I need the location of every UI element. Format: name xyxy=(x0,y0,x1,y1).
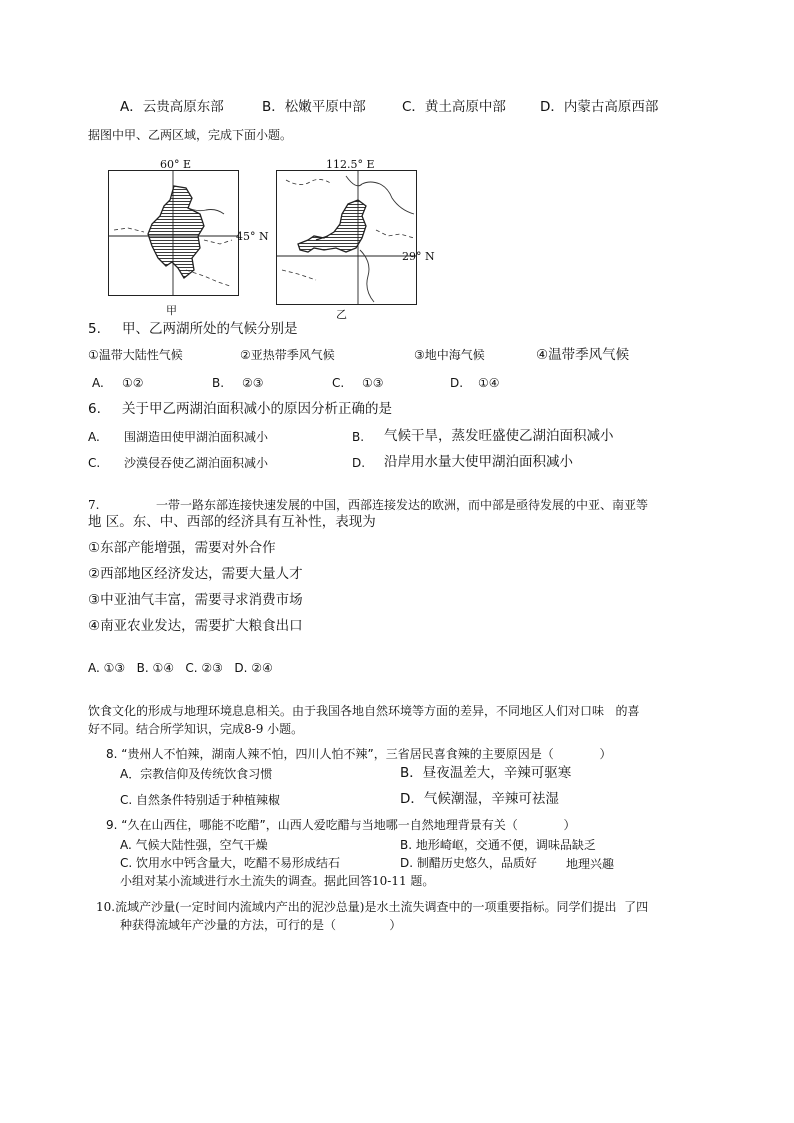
q9-stem: 9. “久在山西住，哪能不吃醋”，山西人爱吃醋与当地哪一自然地理背景有关（ ） xyxy=(106,818,576,832)
q6-option-d-letter: D. xyxy=(352,456,366,470)
q6-option-b-letter: B. xyxy=(352,430,365,444)
q10-intro: 小组对某小流域进行水土流失的调查。据此回答10-11 题。 xyxy=(120,874,435,888)
q7-number: 7. xyxy=(88,498,100,512)
lake-a-shape xyxy=(148,186,204,278)
map-intro: 据图中甲、乙两区域，完成下面小题。 xyxy=(88,128,293,142)
map-a-caption: 甲 xyxy=(166,304,177,317)
map-b-latitude: 29° N xyxy=(402,250,435,263)
lake-b-shape xyxy=(298,200,366,252)
map-a-longitude: 60° E xyxy=(160,158,192,171)
q7-item-1: ①东部产能增强，需要对外合作 xyxy=(88,540,276,556)
map-b xyxy=(276,170,426,310)
food-intro-line-2: 好不同。结合所学知识，完成8-9 小题。 xyxy=(88,722,304,736)
q4-option-c: C．黄土高原中部 xyxy=(402,99,506,115)
q5-option-d-letter: D. xyxy=(450,376,464,390)
q7-line-2: 地 区。东、中、西部的经济具有互补性，表现为 xyxy=(88,514,376,530)
q7-item-4: ④南亚农业发达，需要扩大粮食出口 xyxy=(88,618,303,634)
q9-option-d: D. 制醋历史悠久，品质好 xyxy=(400,856,537,870)
q4-option-a: A．云贵高原东部 xyxy=(120,99,224,115)
q5-option-a-text: ①② xyxy=(122,376,144,390)
map-b-caption: 乙 xyxy=(336,308,347,321)
q6-option-a-text: 围湖造田使甲湖泊面积减小 xyxy=(124,430,269,444)
q8-option-a: A．宗教信仰及传统饮食习惯 xyxy=(120,767,273,781)
q6-option-b-text: 气候干旱，蒸发旺盛使乙湖泊面积减小 xyxy=(384,428,614,444)
q8-option-d: D．气候潮湿，辛辣可祛湿 xyxy=(400,791,559,807)
q9-tail: 地理兴趣 xyxy=(566,857,615,871)
q5-option-b-text: ②③ xyxy=(242,376,264,390)
q6-option-a-letter: A. xyxy=(88,430,100,444)
q7-item-2: ②西部地区经济发达，需要大量人才 xyxy=(88,566,303,582)
q4-option-b: B．松嫩平原中部 xyxy=(262,99,366,115)
map-a xyxy=(108,170,248,300)
q7-options: A. ①③ B. ①④ C. ②③ D. ②④ xyxy=(88,661,273,675)
q5-item-2: ②亚热带季风气候 xyxy=(240,348,335,362)
food-intro-line-1: 饮食文化的形成与地理环境息息相关。由于我国各地自然环境等方面的差异，不同地区人们对口味 的喜 xyxy=(88,704,640,718)
map-a-latitude: 45° N xyxy=(236,230,269,243)
q5-option-a-letter: A. xyxy=(92,376,104,390)
q5-item-4: ④温带季风气候 xyxy=(536,347,630,363)
q5-number: 5. xyxy=(88,321,101,337)
q5-stem: 甲、乙两湖所处的气候分别是 xyxy=(122,321,298,337)
map-b-longitude: 112.5° E xyxy=(326,158,375,171)
q5-item-3: ③地中海气候 xyxy=(414,348,485,362)
q6-option-c-text: 沙漠侵吞使乙湖泊面积减小 xyxy=(124,456,269,470)
q10-line-1: 10.流域产沙量(一定时间内流域内产出的泥沙总量)是水土流失调查中的一项重要指标。同学们提出 了四 xyxy=(96,900,649,914)
q6-stem: 关于甲乙两湖泊面积减小的原因分析正确的是 xyxy=(122,401,392,417)
q9-option-b: B. 地形崎岖，交通不便，调味品缺乏 xyxy=(400,838,596,852)
q8-option-b: B．昼夜温差大，辛辣可驱寒 xyxy=(400,765,572,781)
q5-option-c-letter: C. xyxy=(332,376,345,390)
q6-number: 6. xyxy=(88,401,101,417)
q5-option-b-letter: B. xyxy=(212,376,225,390)
q8-stem: 8. “贵州人不怕辣，湖南人辣不怕，四川人怕不辣”，三省居民喜食辣的主要原因是（ ） xyxy=(106,747,612,761)
q7-line-1: 一带一路东部连接快速发展的中国，西部连接发达的欧洲，而中部是亟待发展的中亚、南亚等 xyxy=(156,498,649,512)
q9-option-c: C. 饮用水中钙含量大，吃醋不易形成结石 xyxy=(120,856,341,870)
q9-option-a: A. 气候大陆性强，空气干燥 xyxy=(120,838,268,852)
q4-option-d: D．内蒙古高原西部 xyxy=(540,99,659,115)
q6-option-c-letter: C. xyxy=(88,456,101,470)
q5-item-1: ①温带大陆性气候 xyxy=(88,348,183,362)
q5-option-c-text: ①③ xyxy=(362,376,384,390)
q5-option-d-text: ①④ xyxy=(478,376,500,390)
q10-line-2: 种获得流域年产沙量的方法，可行的是（ ） xyxy=(120,918,402,932)
q8-option-c: C. 自然条件特别适于种植辣椒 xyxy=(120,793,281,807)
q6-option-d-text: 沿岸用水量大使甲湖泊面积减小 xyxy=(384,454,573,470)
q7-item-3: ③中亚油气丰富，需要寻求消费市场 xyxy=(88,592,303,608)
